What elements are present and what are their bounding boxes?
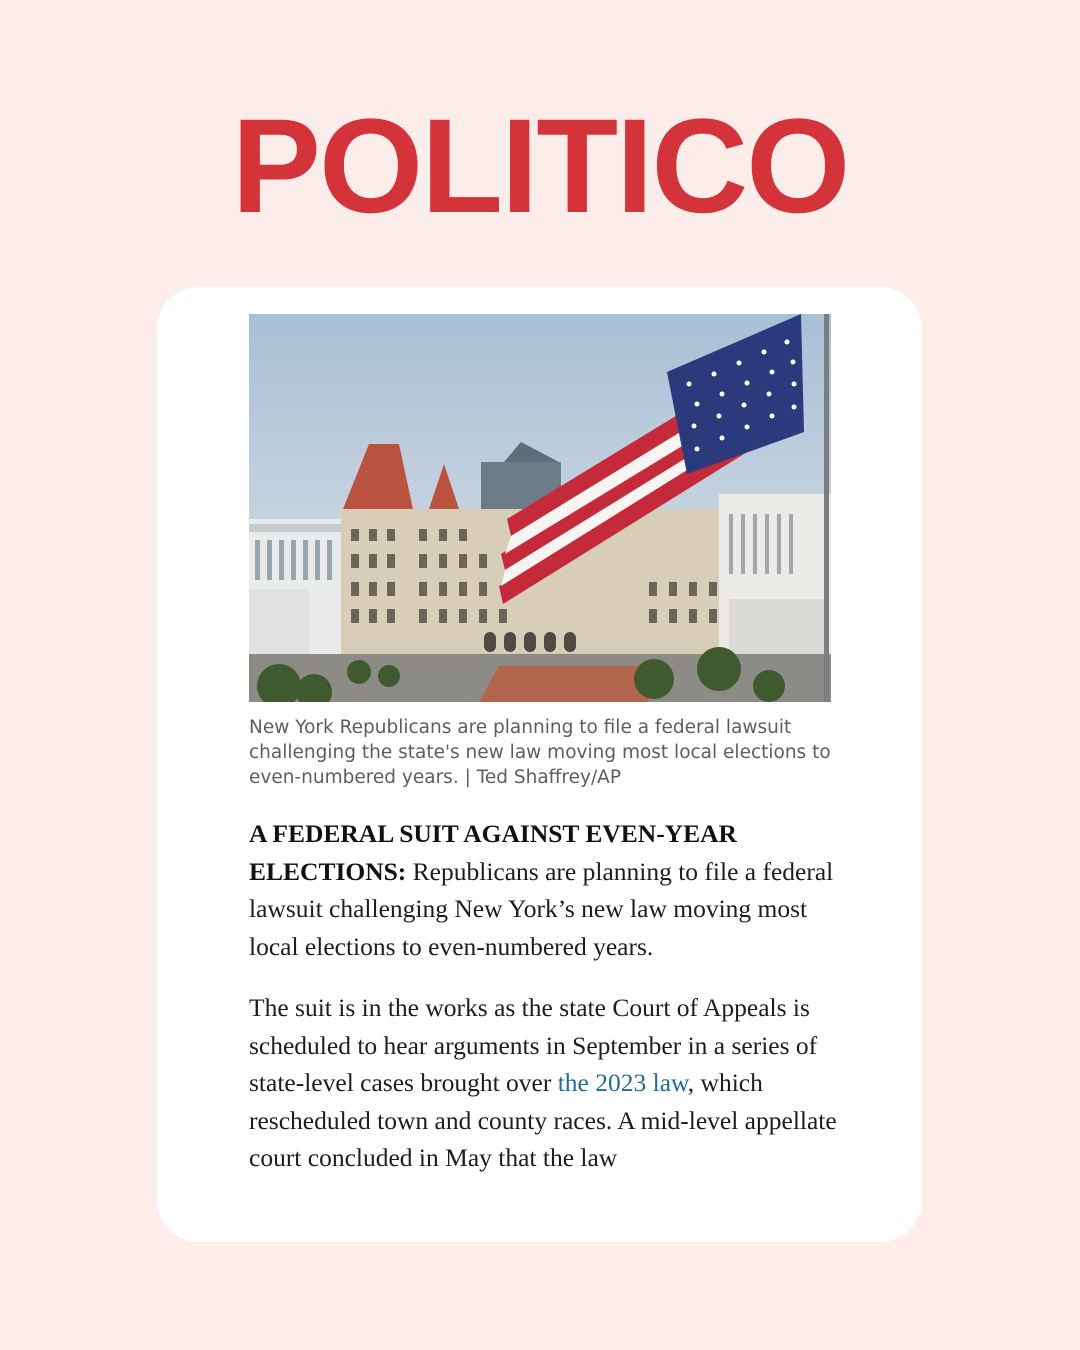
paragraph-2 bbox=[249, 989, 839, 1177]
photo-caption: New York Republicans are planning to file a federal lawsuit challenging the state's new law moving most local elections to even-numbered years. | Ted Shaffrey/AP bbox=[249, 717, 831, 788]
politico-wordmark: POLITICO bbox=[231, 92, 849, 241]
capitol-flag-image bbox=[249, 314, 831, 702]
article-photo bbox=[249, 314, 831, 702]
politico-logo bbox=[0, 92, 1080, 241]
paragraph-1-text: Republicans are planning to file a federal lawsuit challenging New York’s new law moving most local elections to even-numbered years. bbox=[249, 856, 834, 961]
article-card bbox=[157, 287, 922, 1242]
lead-heading: A FEDERAL SUIT AGAINST EVEN-YEAR ELECTIONS: bbox=[249, 819, 737, 886]
paragraph-2-text-after: , which rescheduled town and county races. A mid-level appellate court concluded in May that the law bbox=[249, 1068, 837, 1172]
paragraph-2-text-before: The suit is in the works as the state Court of Appeals is scheduled to hear arguments in September in a series of state-level cases brought over bbox=[249, 993, 818, 1097]
article-body bbox=[249, 815, 839, 1201]
law-2023-link[interactable]: the 2023 law bbox=[557, 1068, 688, 1097]
paragraph-1 bbox=[249, 815, 839, 965]
